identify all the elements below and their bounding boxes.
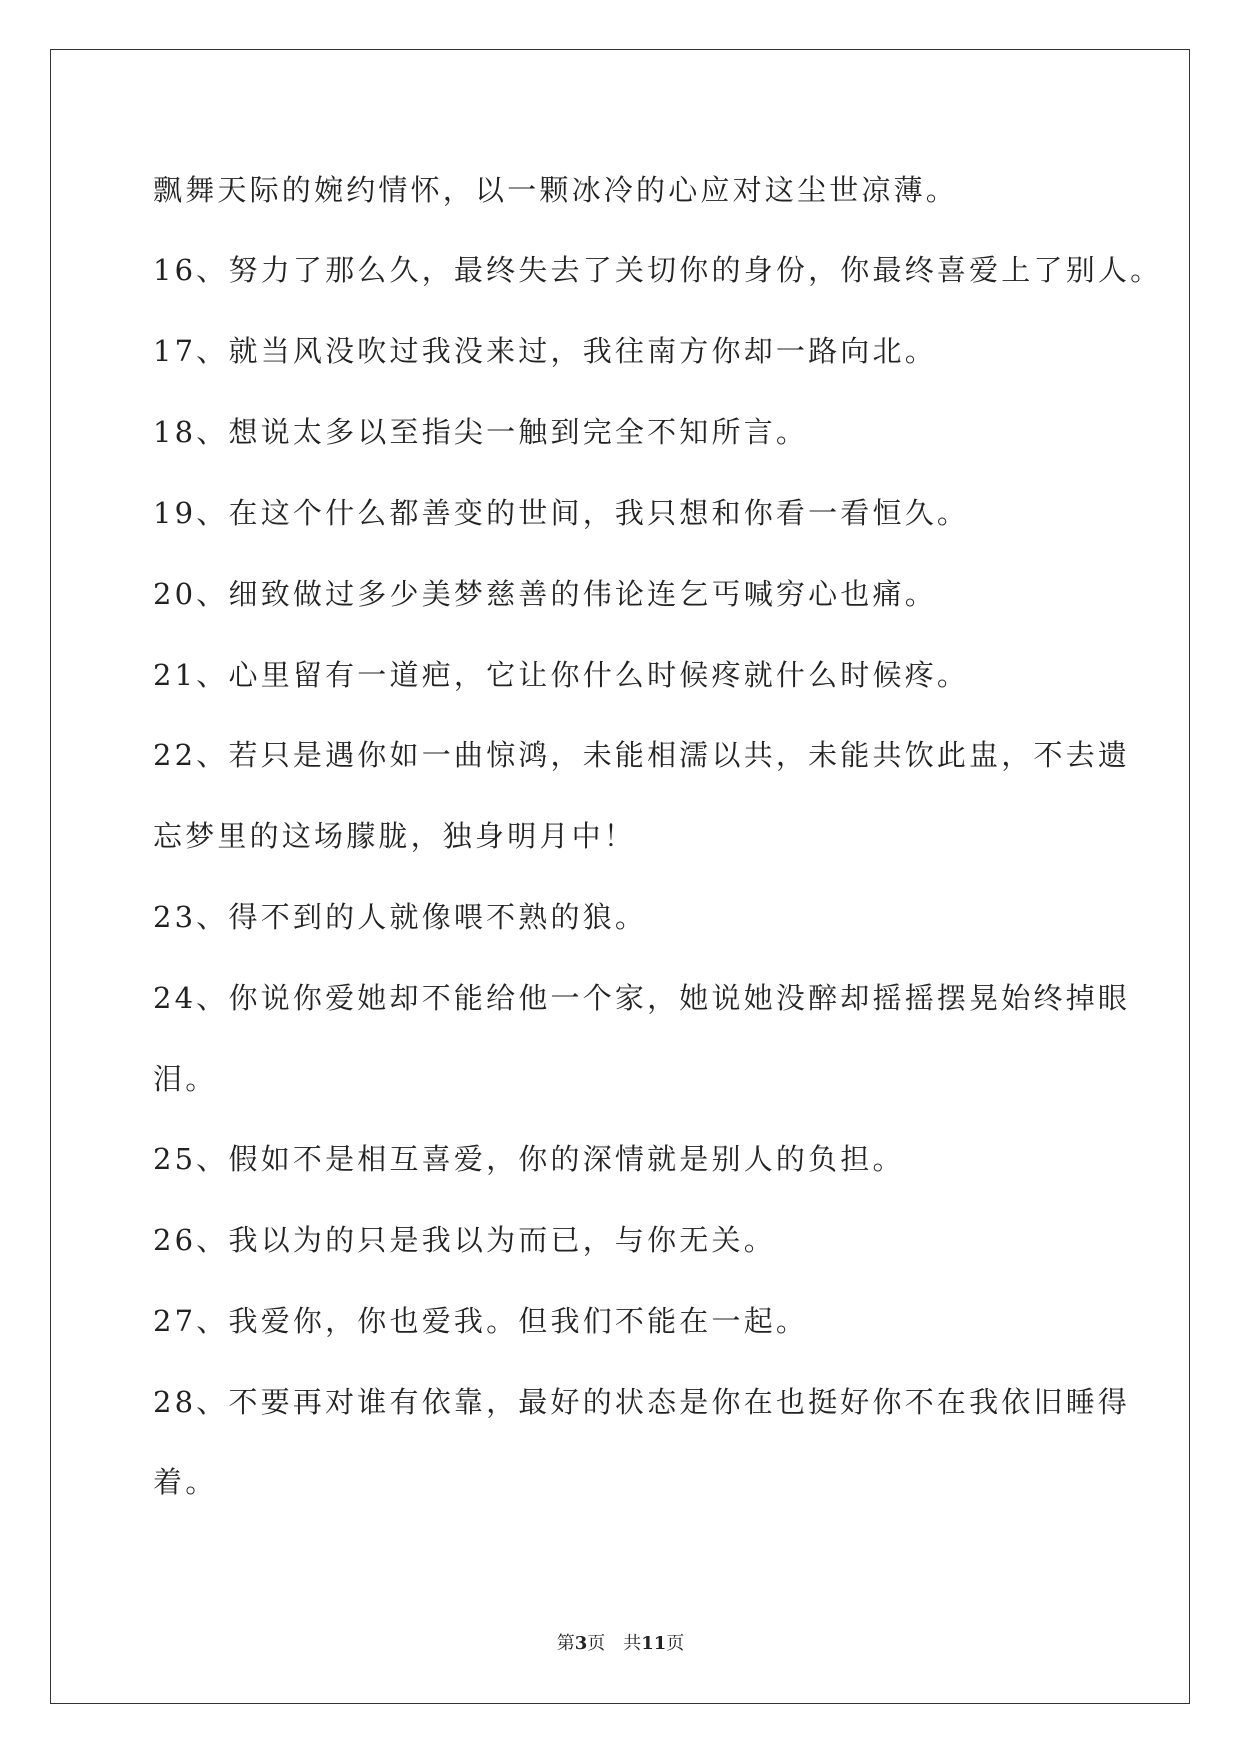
page-suffix: 页 bbox=[587, 1633, 606, 1654]
text-line: 21、心里留有一道疤，它让你什么时候疼就什么时候疼。 bbox=[153, 658, 970, 692]
page-number: 3 bbox=[574, 1633, 588, 1654]
text-line: 泪。 bbox=[153, 1062, 218, 1096]
text-line: 26、我以为的只是我以为而已，与你无关。 bbox=[153, 1223, 776, 1257]
text-line: 19、在这个什么都善变的世间，我只想和你看一看恒久。 bbox=[153, 496, 970, 530]
text-line: 22、若只是遇你如一曲惊鸿，未能相濡以共，未能共饮此盅，不去遗 bbox=[153, 738, 1131, 772]
text-line: 18、想说太多以至指尖一触到完全不知所言。 bbox=[153, 415, 809, 449]
total-prefix: 共 bbox=[623, 1633, 642, 1654]
text-line: 28、不要再对谁有依靠，最好的状态是你在也挺好你不在我依旧睡得 bbox=[153, 1385, 1131, 1419]
text-line: 16、努力了那么久，最终失去了关切你的身份，你最终喜爱上了别人。 bbox=[153, 253, 1163, 287]
text-line: 飘舞天际的婉约情怀，以一颗冰冷的心应对这尘世凉薄。 bbox=[153, 173, 959, 207]
page-prefix: 第 bbox=[556, 1633, 575, 1654]
text-line: 23、得不到的人就像喂不熟的狼。 bbox=[153, 900, 648, 934]
text-line: 20、细致做过多少美梦慈善的伟论连乞丐喊穷心也痛。 bbox=[153, 577, 937, 611]
page-border bbox=[50, 49, 1190, 1704]
text-line: 忘梦里的这场朦胧，独身明月中！ bbox=[153, 819, 637, 853]
total-pages: 11 bbox=[641, 1633, 667, 1654]
text-line: 27、我爱你，你也爱我。但我们不能在一起。 bbox=[153, 1304, 809, 1338]
text-line: 17、就当风没吹过我没来过，我往南方你却一路向北。 bbox=[153, 334, 937, 368]
text-line: 24、你说你爱她却不能给他一个家，她说她没醉却摇摇摆晃始终掉眼 bbox=[153, 981, 1131, 1015]
total-suffix: 页 bbox=[666, 1633, 685, 1654]
page-footer bbox=[0, 1632, 1241, 1656]
text-line: 着。 bbox=[153, 1465, 218, 1499]
text-line: 25、假如不是相互喜爱，你的深情就是别人的负担。 bbox=[153, 1142, 905, 1176]
